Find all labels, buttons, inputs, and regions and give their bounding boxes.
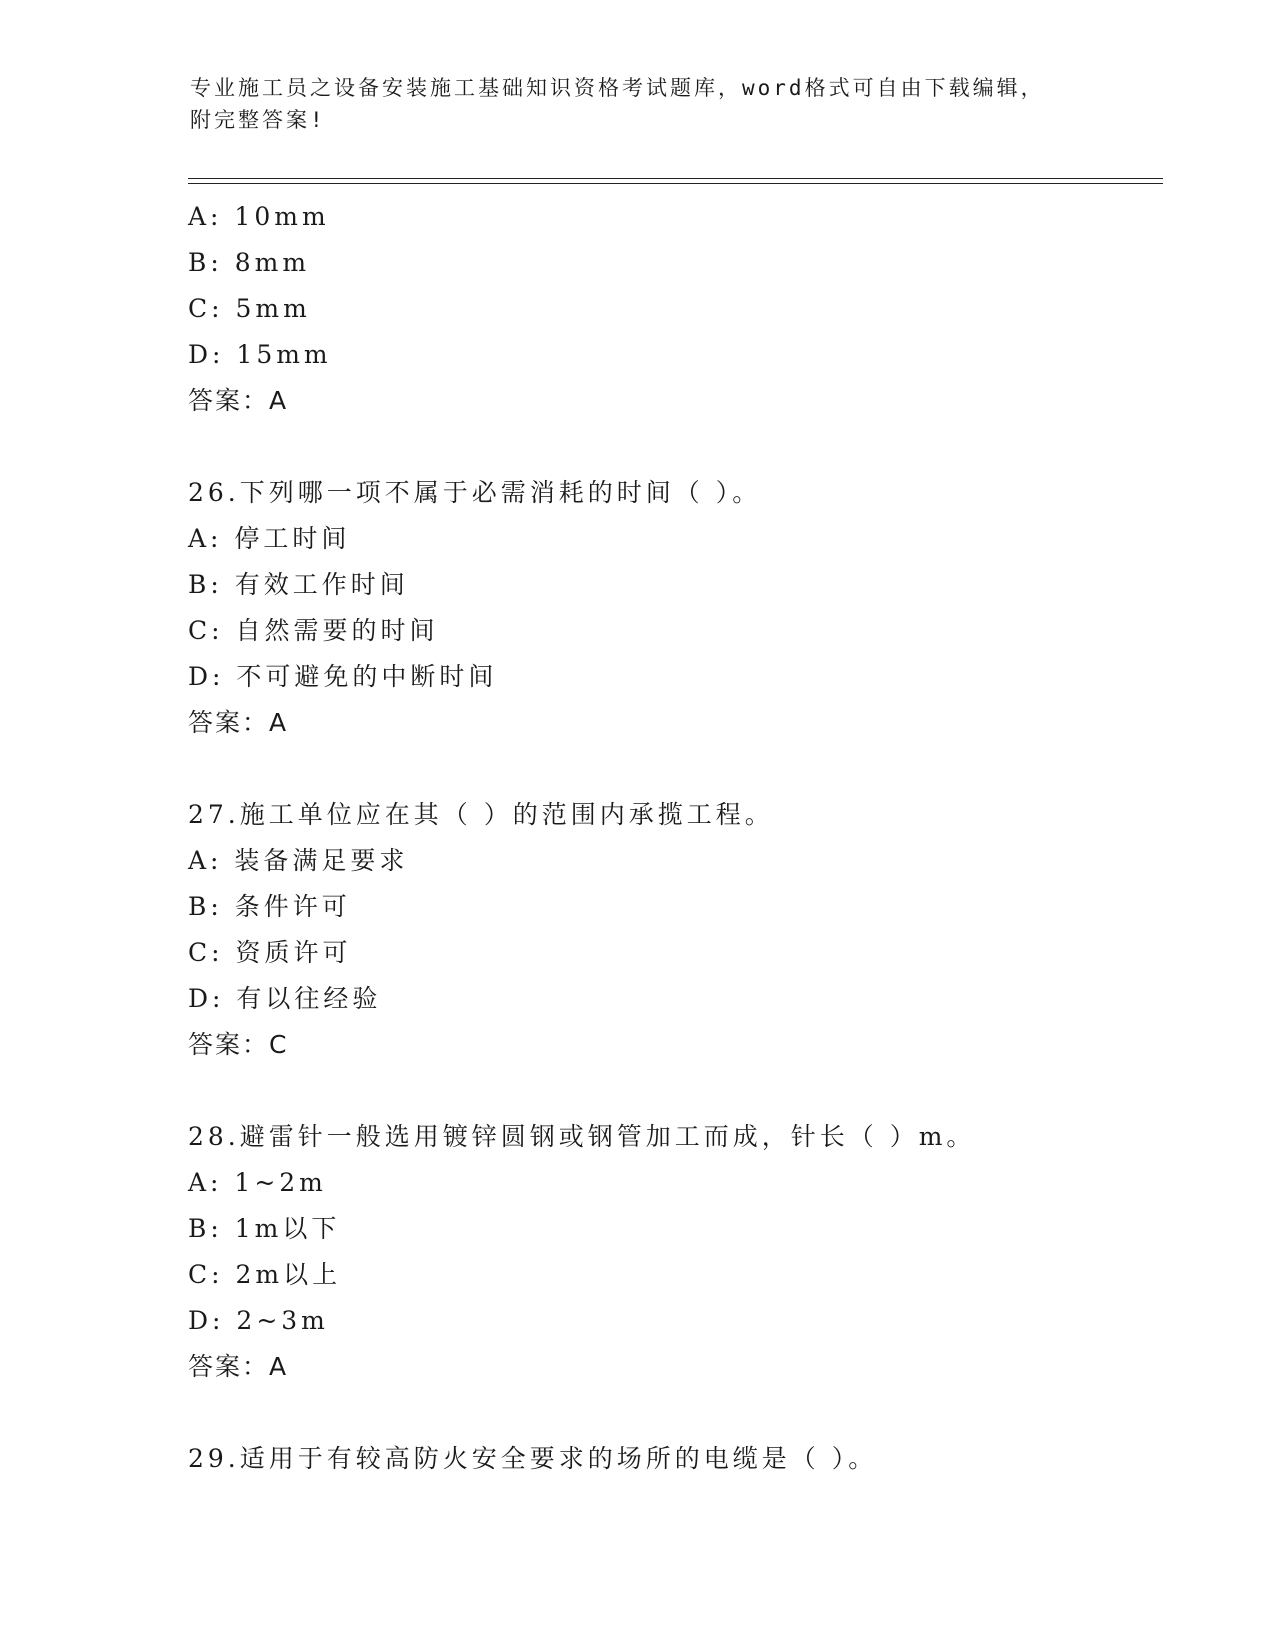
option-a: A: 装备满足要求 <box>188 846 409 875</box>
option-a: A: 停工时间 <box>188 524 351 553</box>
question-25-continued <box>188 194 1163 424</box>
spacer <box>188 746 1163 792</box>
option-c: C: 5mm <box>188 294 311 323</box>
option-c: C: 资质许可 <box>188 938 352 967</box>
option-b: B: 有效工作时间 <box>188 570 409 599</box>
option-b: B: 条件许可 <box>188 892 351 921</box>
option-d: D: 不可避免的中断时间 <box>188 662 498 691</box>
spacer <box>188 1068 1163 1114</box>
answer-line: 答案：A <box>188 708 289 737</box>
spacer <box>188 424 1163 470</box>
option-c: C: 2m以上 <box>188 1260 342 1289</box>
option-d: D: 2~3m <box>188 1306 329 1335</box>
question-27 <box>188 792 1163 1068</box>
answer-line: 答案：C <box>188 1030 289 1059</box>
answer-line: 答案：A <box>188 386 289 415</box>
option-b: B: 1m以下 <box>188 1214 341 1243</box>
question-26 <box>188 470 1163 746</box>
header-divider-bottom <box>188 183 1163 184</box>
question-28 <box>188 1114 1163 1390</box>
question-title: 29.适用于有较高防火安全要求的场所的电缆是（ ）。 <box>188 1444 878 1473</box>
question-29 <box>188 1436 1163 1482</box>
header-divider-top <box>188 178 1163 179</box>
header-line-2: 附完整答案! <box>190 108 326 132</box>
option-d: D: 15mm <box>188 340 332 369</box>
spacer <box>188 1390 1163 1436</box>
question-title: 28.避雷针一般选用镀锌圆钢或钢管加工而成，针长（ ）m。 <box>188 1122 976 1151</box>
header-line-1: 专业施工员之设备安装施工基础知识资格考试题库，word格式可自由下载编辑， <box>190 76 1045 100</box>
option-a: A: 10mm <box>188 202 330 231</box>
option-c: C: 自然需要的时间 <box>188 616 439 645</box>
question-title: 26.下列哪一项不属于必需消耗的时间（ ）。 <box>188 478 762 507</box>
option-a: A: 1~2m <box>188 1168 327 1197</box>
answer-line: 答案：A <box>188 1352 289 1381</box>
question-title: 27.施工单位应在其（ ）的范围内承揽工程。 <box>188 800 774 829</box>
option-d: D: 有以往经验 <box>188 984 382 1013</box>
option-b: B: 8mm <box>188 248 311 277</box>
document-header <box>190 72 1090 136</box>
question-content <box>188 194 1163 1482</box>
